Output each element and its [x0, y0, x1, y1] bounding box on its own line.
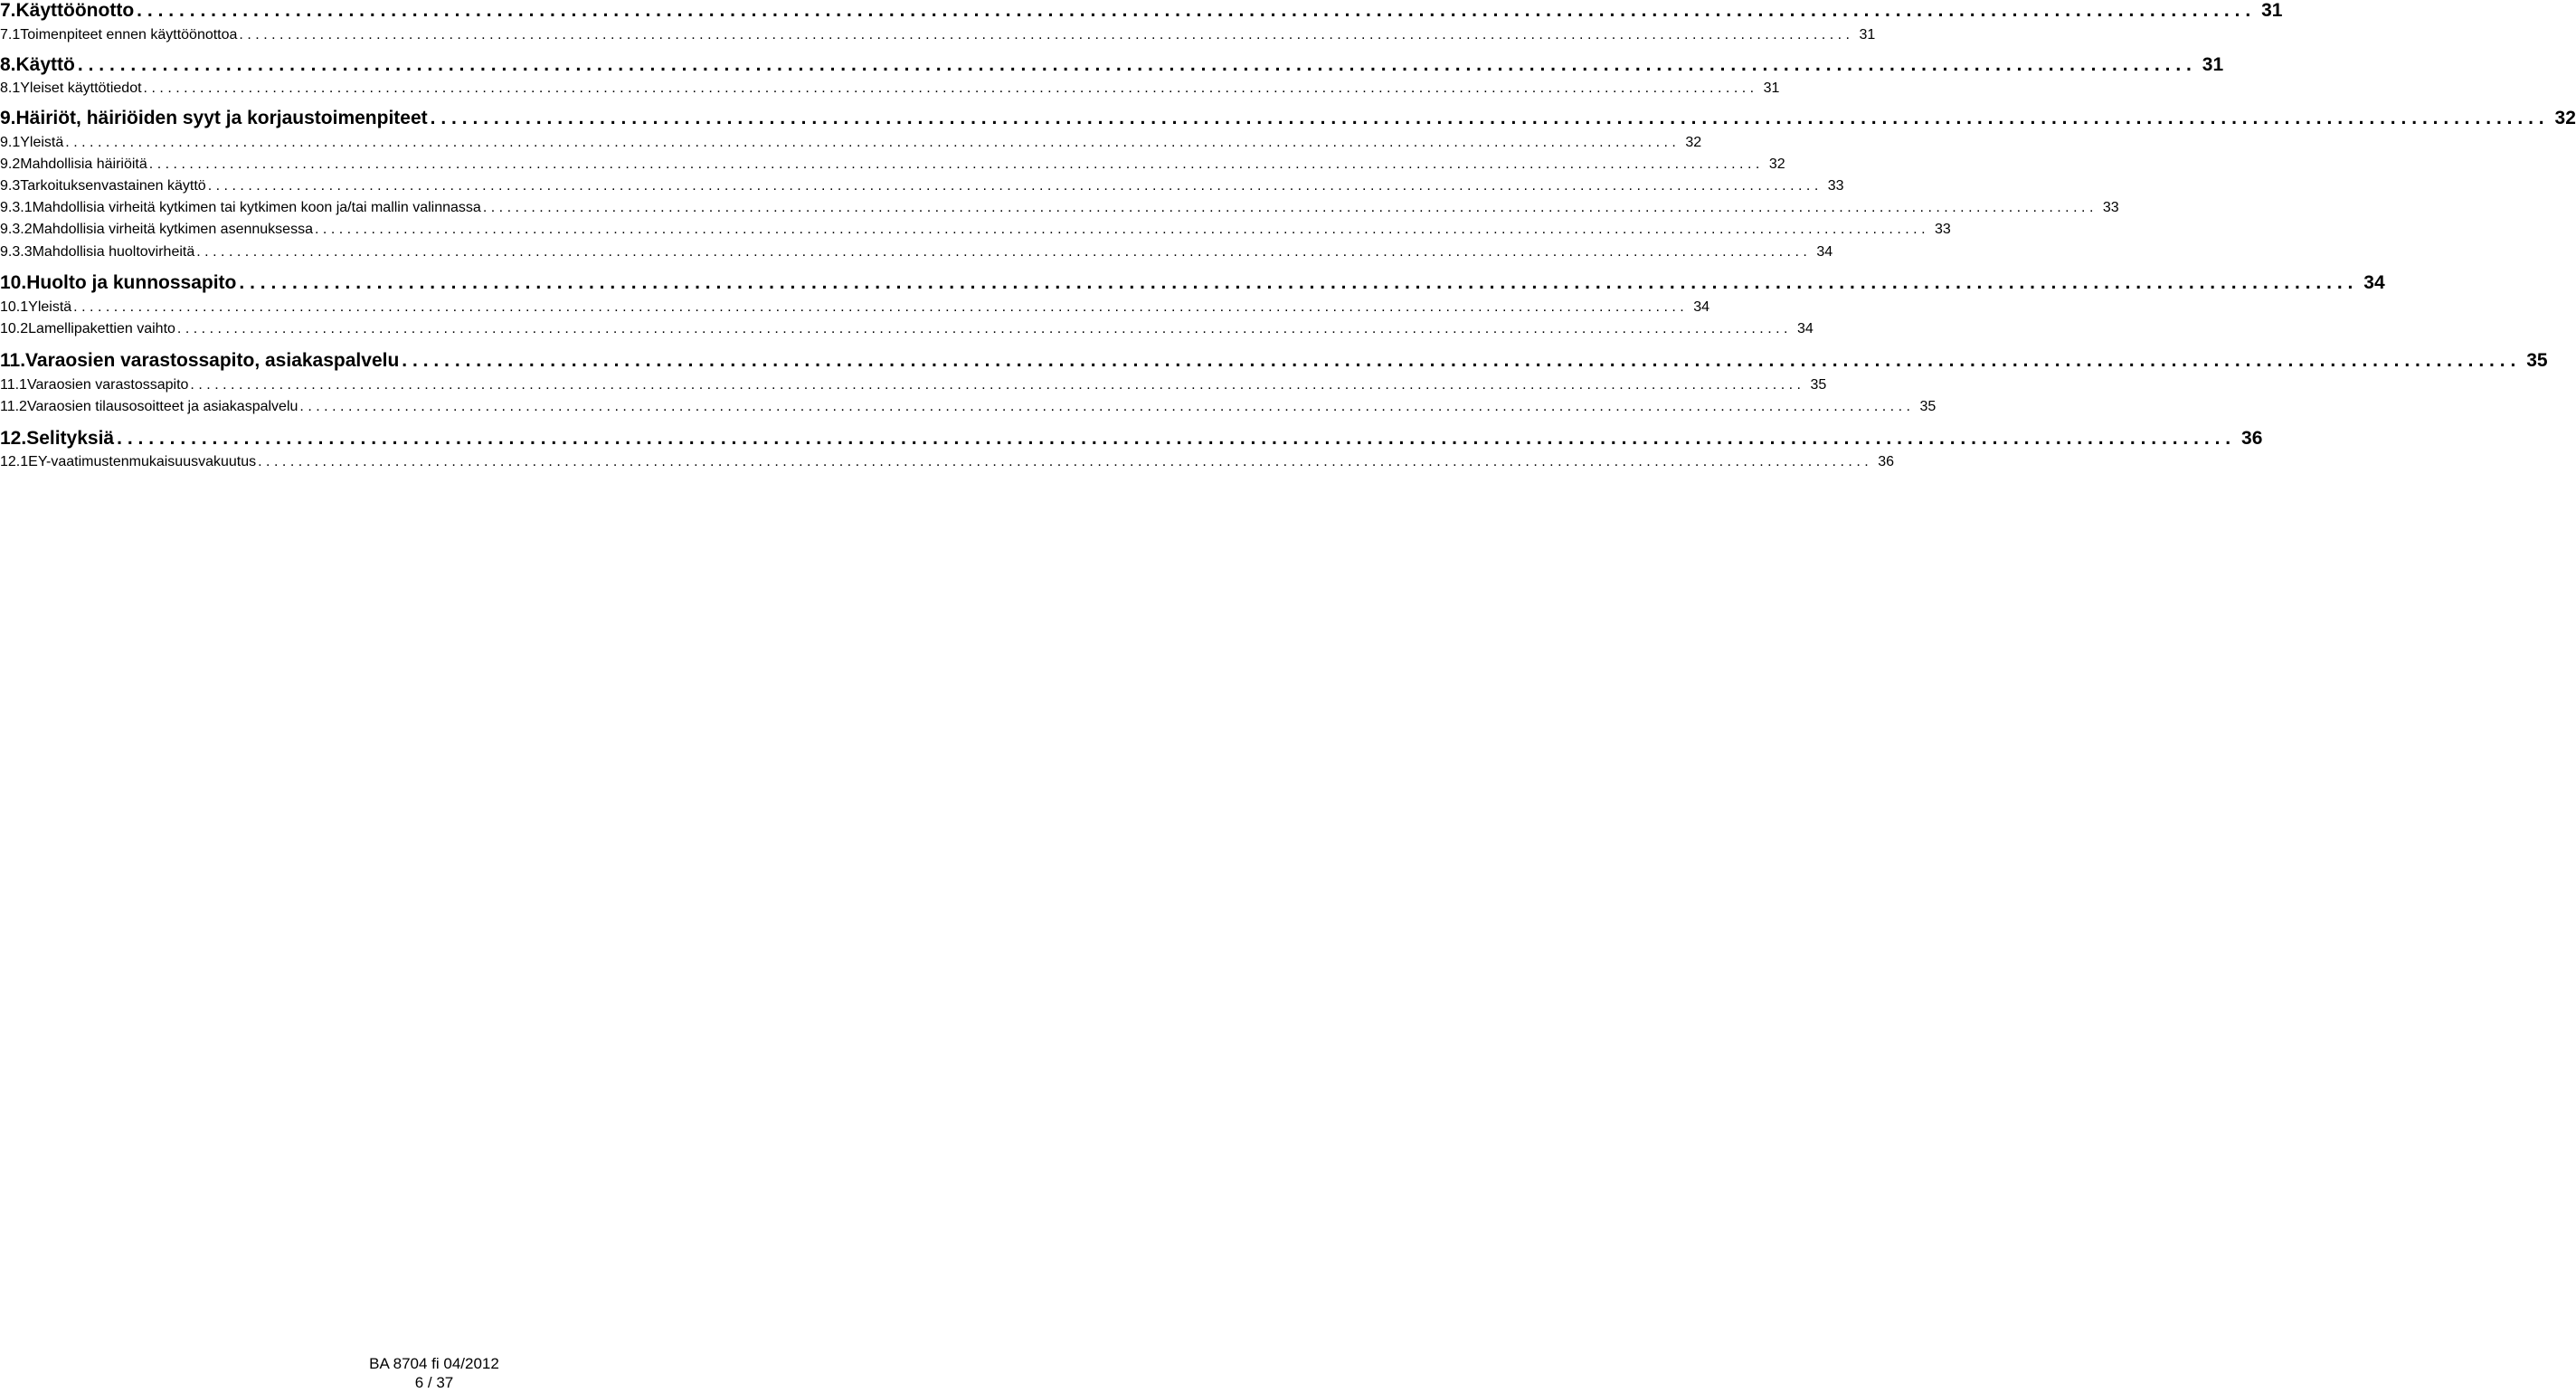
toc-entry-page: 35: [1810, 377, 1827, 393]
toc-dot-leader: ........................................................................................................................................................................................................: [402, 350, 2522, 371]
toc-chapter-row[interactable]: [0, 428, 2263, 453]
toc-section-row[interactable]: [0, 321, 1814, 341]
toc-entry-number: 8.: [0, 54, 16, 75]
toc-chapter-row[interactable]: [0, 108, 2576, 133]
toc-section-row[interactable]: [0, 200, 2119, 220]
page-indicator: 6 / 37: [414, 1374, 454, 1391]
toc-dot-leader: ........................................................................................................................................................................................................: [77, 54, 2197, 75]
toc-dot-leader: ........................................................................................................................................................................................................: [482, 200, 2098, 215]
toc-chapter-row[interactable]: [0, 54, 2224, 80]
toc-dot-leader: ........................................................................................................................................................................................................: [430, 108, 2550, 128]
toc-entry-number: 7.1: [0, 27, 21, 43]
toc-entry-page: 34: [2363, 272, 2385, 293]
toc-entry-title: Käyttöönotto: [15, 0, 135, 21]
toc-entry-page: 33: [1935, 222, 1951, 237]
toc-entry-page: 34: [1796, 321, 1814, 336]
toc-dot-leader: ........................................................................................................................................................................................................: [117, 428, 2237, 449]
toc-entry-number: 8.1: [0, 81, 21, 96]
toc-entry-number: 9.: [0, 108, 16, 128]
toc-entry-number: 10.2: [0, 321, 29, 336]
toc-dot-leader: ........................................................................................................................................................................................................: [148, 156, 1764, 172]
toc-section-row[interactable]: [0, 81, 1780, 100]
toc-entry-title: Käyttö: [15, 54, 75, 75]
toc-section-row[interactable]: [0, 178, 1844, 198]
toc-section-row[interactable]: [0, 299, 1710, 319]
toc-entry-title: Varaosien varastossapito, asiakaspalvelu: [25, 350, 400, 371]
toc-entry-number: 9.3.3: [0, 244, 33, 260]
toc-section-row[interactable]: [0, 27, 1876, 47]
toc-dot-leader: ........................................................................................................................................................................................................: [314, 222, 1930, 237]
toc-entry-number: 10.: [0, 272, 27, 293]
toc-entry-number: 9.3.2: [0, 222, 33, 237]
toc-dot-leader: ........................................................................................................................................................................................................: [190, 377, 1805, 393]
toc-entry-title: Lamellipakettien vaihto: [28, 321, 175, 336]
toc-entry-page: 32: [1685, 135, 1702, 150]
toc-entry-number: 11.: [0, 350, 26, 371]
toc-entry-title: Mahdollisia virheitä kytkimen tai kytkimen koon ja/tai mallin valinnassa: [32, 200, 481, 215]
toc-entry-title: Yleiset käyttötiedot: [20, 81, 142, 96]
toc-entry-title: Mahdollisia huoltovirheitä: [32, 244, 195, 260]
toc-entry-title: Toimenpiteet ennen käyttöönottoa: [20, 27, 238, 43]
toc-entry-page: 31: [1859, 27, 1876, 43]
toc-entry-page: 32: [1768, 156, 1785, 172]
toc-entry-number: 9.3: [0, 178, 21, 194]
toc-entry-page: 31: [2202, 54, 2224, 75]
toc-section-row[interactable]: [0, 244, 1833, 264]
toc-entry-number: 11.1: [0, 377, 27, 393]
toc-entry-page: 34: [1816, 244, 1833, 260]
toc-entry-title: Varaosien varastossapito: [26, 377, 189, 393]
toc-entry-page: 31: [2261, 0, 2283, 21]
toc-entry-number: 12.1: [0, 454, 29, 469]
toc-entry-page: 35: [1919, 399, 1937, 414]
toc-section-row[interactable]: [0, 156, 1785, 176]
toc-entry-number: 9.1: [0, 135, 21, 150]
toc-dot-leader: ........................................................................................................................................................................................................: [299, 399, 1915, 414]
toc-dot-leader: ........................................................................................................................................................................................................: [143, 81, 1758, 96]
toc-dot-leader: ........................................................................................................................................................................................................: [137, 0, 2257, 21]
toc-section-row[interactable]: [0, 222, 1951, 242]
toc-entry-title: EY-vaatimustenmukaisuusvakuutus: [28, 454, 257, 469]
toc-entry-page: 34: [1693, 299, 1710, 315]
toc-entry-title: Mahdollisia virheitä kytkimen asennuksessa: [32, 222, 313, 237]
toc-dot-leader: ........................................................................................................................................................................................................: [239, 272, 2359, 293]
toc-entry-number: 11.2: [0, 399, 27, 414]
toc-entry-title: Selityksiä: [26, 428, 115, 449]
toc-dot-leader: ........................................................................................................................................................................................................: [176, 321, 1792, 336]
toc-chapter-row[interactable]: [0, 0, 2283, 25]
toc-chapter-row[interactable]: [0, 272, 2385, 298]
toc-entry-page: 31: [1763, 81, 1780, 96]
toc-dot-leader: ........................................................................................................................................................................................................: [73, 299, 1689, 315]
toc-section-row[interactable]: [0, 454, 1894, 474]
toc-section-row[interactable]: [0, 377, 1827, 397]
toc-dot-leader: ........................................................................................................................................................................................................: [65, 135, 1681, 150]
toc-entry-page: 35: [2526, 350, 2548, 371]
toc-entry-page: 33: [2102, 200, 2119, 215]
document-id: BA 8704 fi 04/2012: [369, 1355, 499, 1372]
toc-dot-leader: ........................................................................................................................................................................................................: [207, 178, 1823, 194]
toc-entry-number: 10.1: [0, 299, 29, 315]
toc-entry-page: 32: [2554, 108, 2576, 128]
toc-chapter-row[interactable]: [0, 350, 2548, 375]
toc-entry-number: 7.: [0, 0, 16, 21]
toc-entry-title: Häiriöt, häiriöiden syyt ja korjaustoimenpiteet: [15, 108, 428, 128]
toc-section-row[interactable]: [0, 135, 1702, 155]
toc-entry-page: 33: [1827, 178, 1844, 194]
toc-entry-title: Huolto ja kunnossapito: [26, 272, 237, 293]
toc-entry-title: Yleistä: [20, 135, 64, 150]
toc-entry-number: 9.3.1: [0, 200, 33, 215]
toc-entry-page: 36: [2241, 428, 2263, 449]
toc-entry-title: Tarkoituksenvastainen käyttö: [20, 178, 206, 194]
toc-entry-page: 36: [1878, 454, 1894, 469]
toc-dot-leader: ........................................................................................................................................................................................................: [258, 454, 1873, 469]
toc-entry-title: Varaosien tilausosoitteet ja asiakaspalvelu: [26, 399, 298, 414]
toc-dot-leader: ........................................................................................................................................................................................................: [239, 27, 1854, 43]
toc-dot-leader: ........................................................................................................................................................................................................: [196, 244, 1812, 260]
toc-entry-title: Yleistä: [28, 299, 72, 315]
toc-entry-number: 9.2: [0, 156, 21, 172]
toc-entry-number: 12.: [0, 428, 27, 449]
toc-entry-title: Mahdollisia häiriöitä: [20, 156, 147, 172]
toc-section-row[interactable]: [0, 399, 1937, 419]
